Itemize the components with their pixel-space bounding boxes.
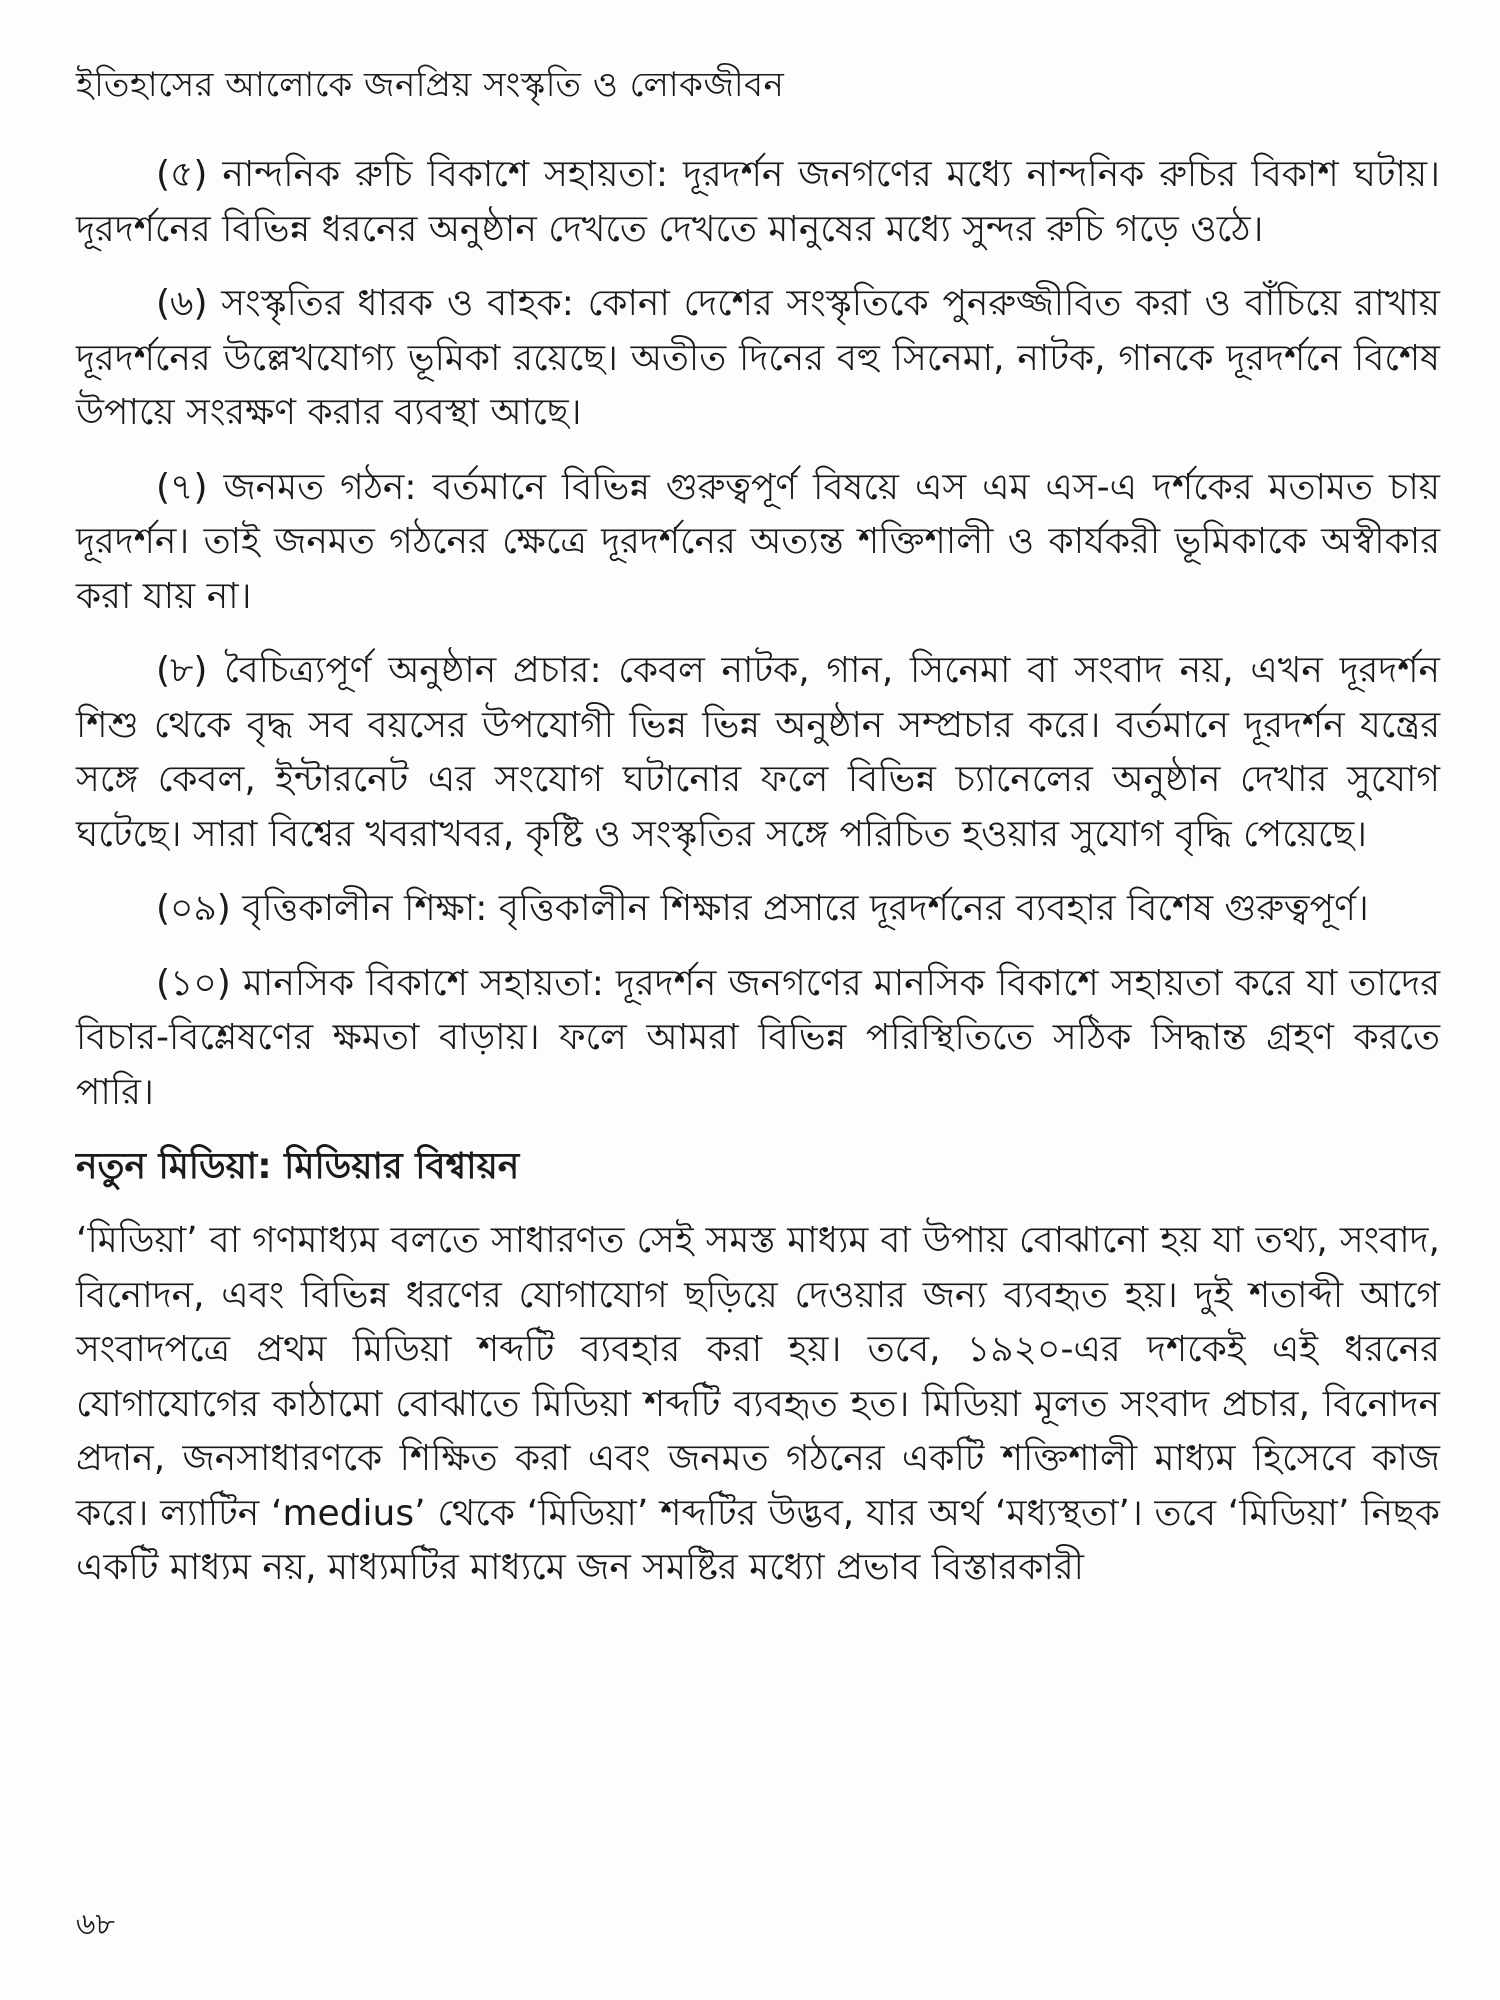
- point-9-paragraph: (০৯) বৃত্তিকালীন শিক্ষা: বৃত্তিকালীন শিক্ষার প্রসারে দূরদর্শনের ব্যবহার বিশেষ গুরুত্বপূর্ণ।: [156, 888, 1369, 929]
- page-number: ৬৮: [76, 1907, 115, 1942]
- section-body-paragraph: ‘মিডিয়া’ বা গণমাধ্যম বলতে সাধারণত সেই সমস্ত মাধ্যম বা উপায় বোঝানো হয় যা তথ্য, সংবাদ, বিনোদন, এবং বিভিন্ন ধরণের যোগাযোগ ছড়িয়ে দেওয়ার জন্য ব্যবহৃত হয়। দুই শতাব্দী আগে সংবাদপত্রে প্রথম মিডিয়া শব্দটি ব্যবহার করা হয়। তবে, ১৯২০-এর দশকেই এই ধরনের যোগাযোগের কাঠামো বোঝাতে মিডিয়া শব্দটি ব্যবহৃত হত। মিডিয়া মূলত সংবাদ প্রচার, বিনোদন প্রদান, জনসাধারণকে শিক্ষিত করা এবং জনমত গঠনের একটি শক্তিশালী মাধ্যম হিসেবে কাজ করে। ল্যাটিন ‘medius’ থেকে ‘মিডিয়া’ শব্দটির উদ্ভব, যার অর্থ ‘মধ্যস্থতা’। তবে ‘মিডিয়া’ নিছক একটি মাধ্যম নয়, মাধ্যমটির মাধ্যমে জন সমষ্টির মধ্যো প্রভাব বিস্তারকারী: [76, 1220, 1440, 1588]
- point-7-paragraph: (৭) জনমত গঠন: বর্তমানে বিভিন্ন গুরুত্বপূর্ণ বিষয়ে এস এম এস-এ দর্শকের মতামত চায় দূরদর্শন। তাই জনমত গঠনের ক্ষেত্রে দূরদর্শনের অত্যন্ত শক্তিশালী ও কার্যকরী ভূমিকাকে অস্বীকার করা যায় না।: [76, 466, 1440, 617]
- section-heading: নতুন মিডিয়া: মিডিয়ার বিশ্বায়ন: [76, 1146, 520, 1187]
- point-10-paragraph: (১০) মানসিক বিকাশে সহায়তা: দূরদর্শন জনগণের মানসিক বিকাশে সহায়তা করে যা তাদের বিচার-বিশ্লেষণের ক্ষমতা বাড়ায়। ফলে আমরা বিভিন্ন পরিস্থিতিতে সঠিক সিদ্ধান্ত গ্রহণ করতে পারি।: [76, 962, 1440, 1113]
- running-head: ইতিহাসের আলোকে জনপ্রিয় সংস্কৃতি ও লোকজীবন: [76, 65, 785, 105]
- point-8-paragraph: (৮) বৈচিত্র্যপূর্ণ অনুষ্ঠান প্রচার: কেবল নাটক, গান, সিনেমা বা সংবাদ নয়, এখন দূরদর্শন শিশু থেকে বৃদ্ধ সব বয়সের উপযোগী ভিন্ন ভিন্ন অনুষ্ঠান সম্প্রচার করে। বর্তমানে দূরদর্শন যন্ত্রের সঙ্গে কেবল, ইন্টারনেট এর সংযোগ ঘটানোর ফলে বিভিন্ন চ্যানেলের অনুষ্ঠান দেখার সুযোগ ঘটেছে। সারা বিশ্বের খবরাখবর, কৃষ্টি ও সংস্কৃতির সঙ্গে পরিচিত হওয়ার সুযোগ বৃদ্ধি পেয়েছে।: [76, 650, 1440, 855]
- point-5-paragraph: (৫) নান্দনিক রুচি বিকাশে সহায়তা: দূরদর্শন জনগণের মধ্যে নান্দনিক রুচির বিকাশ ঘটায়। দূরদর্শনের বিভিন্ন ধরনের অনুষ্ঠান দেখতে দেখতে মানুষের মধ্যে সুন্দর রুচি গড়ে ওঠে।: [76, 154, 1440, 250]
- point-6-paragraph: (৬) সংস্কৃতির ধারক ও বাহক: কোনা দেশের সংস্কৃতিকে পুনরুজ্জীবিত করা ও বাঁচিয়ে রাখায় দূরদর্শনের উল্লেখযোগ্য ভূমিকা রয়েছে। অতীত দিনের বহু সিনেমা, নাটক, গানকে দূরদর্শনে বিশেষ উপায়ে সংরক্ষণ করার ব্যবস্থা আছে।: [76, 283, 1440, 433]
